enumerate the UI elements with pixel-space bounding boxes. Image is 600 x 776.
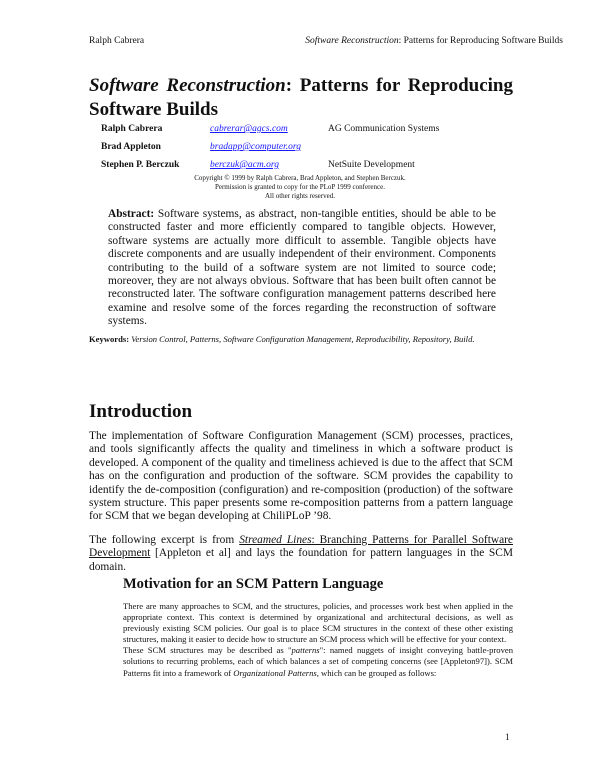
copyright-line: Copyright © 1999 by Ralph Cabrera, Brad Appleton, and Stephen Berczuk. [194,174,406,182]
page-number: 1 [505,733,510,743]
author-email-link[interactable]: berczuk@acm.org [210,160,279,170]
author-name: Brad Appleton [101,142,161,152]
author-name: Ralph Cabrera [101,124,163,134]
author-affiliation: NetSuite Development [328,160,415,170]
section-heading-introduction: Introduction [89,401,193,422]
paper-title-line2: Software Builds [89,99,218,120]
intro-paragraph: The implementation of Software Configuration Management (SCM) processes, practices, and tools significantly affects the quality and timeliness in which a software product is developed. A component of the quality and timeliness achieved is due to the affect that SCM has on the configuration and production of the software. SCM provides the capability to identify the de-composition (configuration) and re-composition (production) of the software system structure. This paper presents some re-composition patterns from a pattern language for SCM that we began developing at ChiliPLoP ’98. [89,430,513,523]
motivation-text-part: , which can be grouped as follows: [316,667,437,678]
author-row [101,142,501,156]
excerpt-lead: The following excerpt is from [89,534,240,546]
paper-title-rest: : Patterns for Reproducing [285,75,513,96]
copyright-line: All other rights reserved. [265,192,335,200]
abstract [108,208,496,329]
paper-title-italic: Software Reconstruction [89,75,286,96]
keywords [89,334,513,345]
copyright-notice [150,174,450,201]
intro-paragraph-excerpt [89,534,513,574]
abstract-label: Abstract: [108,208,155,220]
running-header-title [305,36,563,46]
paper-title [89,74,513,122]
abstract-text: Software systems, as abstract, non-tangible entities, should be able to be constructed faster and more efficiently compared to tangible objects. However, software systems are actually more difficult to assemble. Tangible objects have discrete components and are usually independent of their environment. Components contributing to the build of a software system are not limited to source code; moreover, they are not always obvious. Software that has been built often cannot be reconstructed later. The software configuration management patterns described here examine and resolve some of the forces regarding the reconstruction of software systems. [108,208,496,328]
excerpt-tail: [Appleton et al] and lays the foundation for pattern languages in the SCM domain. [89,547,513,573]
author-affiliation: AG Communication Systems [328,124,440,134]
motivation-term-organizational: Organizational Patterns [233,667,317,678]
motivation-paragraph: There are many approaches to SCM, and the structures, policies, and processes work best when applied in the appropriate context. This context is determined by organizational and architectural decisions, as well as previously existing SCM policies. Our goal is to place SCM structures in the context of these other existing structures, making it easier to decide how to structure an SCM process which will be effective for your context. [123,601,513,645]
motivation-paragraph [123,645,513,678]
keywords-label: Keywords: [89,334,130,344]
running-header-author: Ralph Cabrera [89,36,145,46]
author-name: Stephen P. Berczuk [101,160,180,170]
author-row [101,124,501,138]
running-header-title-italic: Software Reconstruction [305,36,399,46]
subsection-heading-motivation: Motivation for an SCM Pattern Language [123,576,384,592]
motivation-text-part: ": named nuggets of insight conveying battle-proven solutions to recurring problems, each of which balances a set of competing concerns (see [Appleton97]). SCM Patterns fit into a framework of [123,645,513,678]
motivation-term-patterns: patterns [291,645,320,656]
author-row [101,160,501,174]
motivation-text [123,601,513,679]
author-email-link[interactable]: bradapp@computer.org [210,142,301,152]
motivation-text-part: These SCM structures may be described as " [123,645,292,656]
reference-link[interactable]: : Branching Patterns for Parallel Software Development [89,534,513,560]
keywords-text: Version Control, Patterns, Software Configuration Management, Reproducibility, Repository, Build. [129,334,475,344]
copyright-line: Permission is granted to copy for the PLoP 1999 conference. [214,183,386,191]
running-header-title-rest: : Patterns for Reproducing Software Builds [398,36,563,46]
author-email-link[interactable]: cabrerar@agcs.com [210,124,288,134]
reference-link-italic[interactable]: Streamed Lines [239,534,312,546]
